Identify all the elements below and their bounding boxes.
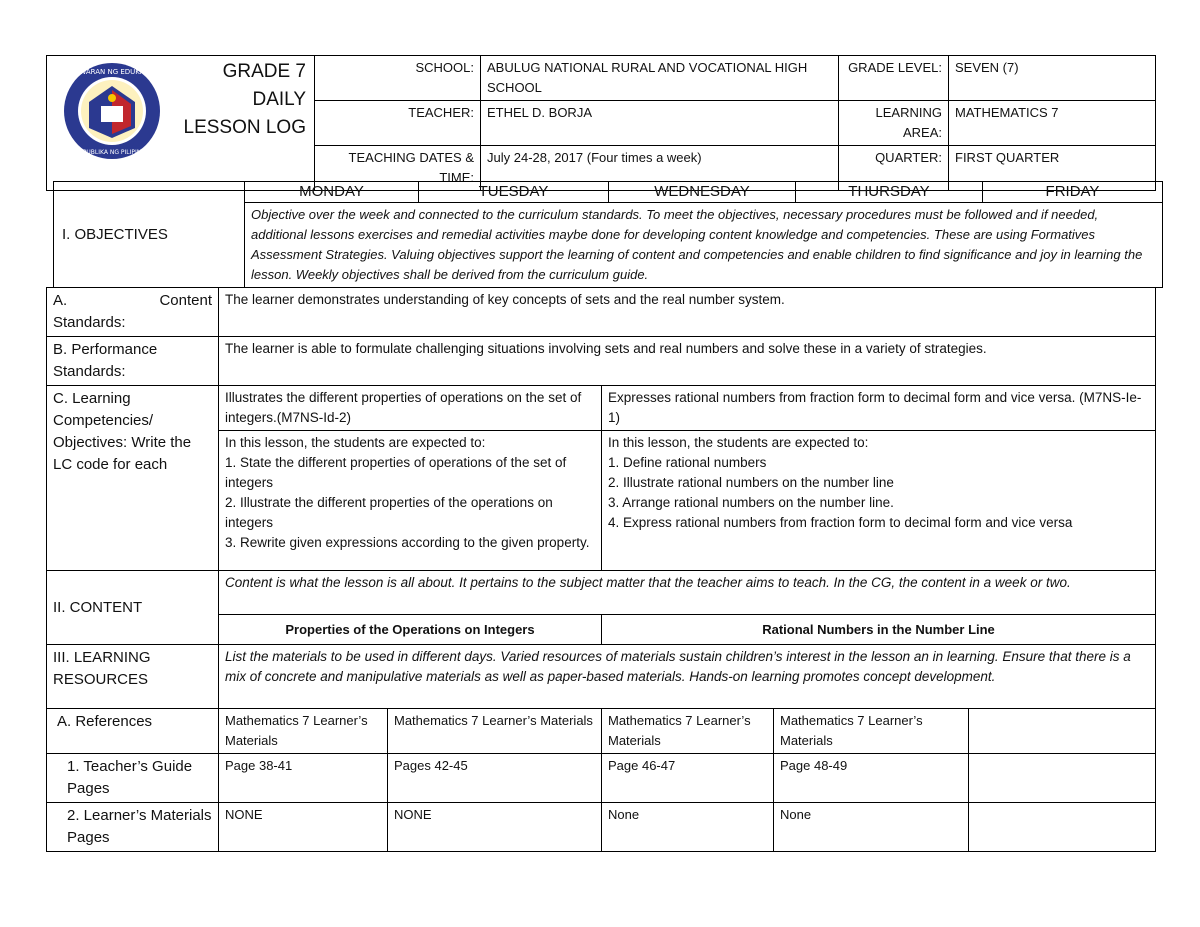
day-wednesday: WEDNESDAY: [609, 182, 796, 203]
day-friday: FRIDAY: [983, 182, 1163, 203]
teachers-guide-tuesday: Pages 42-45: [388, 754, 602, 803]
objectives-label-cell: [54, 182, 245, 288]
teachers-guide-label: 1. Teacher’s Guide Pages: [47, 754, 219, 803]
learning-area-label: LEARNING AREA:: [839, 101, 949, 146]
references-label: A. References: [47, 709, 219, 754]
content-left-topic: Properties of the Operations on Integers: [219, 615, 602, 645]
performance-standards-label-a: B. Performance: [53, 341, 158, 358]
title-cell: [47, 56, 315, 191]
right-intro: In this lesson, the students are expected to:: [608, 435, 869, 450]
header-table: [46, 55, 1156, 191]
school-label: SCHOOL:: [315, 56, 481, 101]
logo-bottom-text: REPUBLIKA NG PILIPINAS: [74, 149, 150, 156]
school-value: ABULUG NATIONAL RURAL AND VOCATIONAL HIGH SCHOOL: [481, 56, 839, 101]
references-monday: Mathematics 7 Learner’s Materials: [219, 709, 388, 754]
objectives-label: I. OBJECTIVES: [62, 225, 168, 243]
quarter-label: QUARTER:: [839, 146, 949, 191]
day-thursday: THURSDAY: [796, 182, 983, 203]
day-tuesday: TUESDAY: [419, 182, 609, 203]
grade-level-label: GRADE LEVEL:: [839, 56, 949, 101]
left-item-2: 2. Illustrate the different properties of the operations on integers: [225, 495, 553, 530]
references-friday: [969, 709, 1156, 754]
teachers-guide-thursday: Page 48-49: [774, 754, 969, 803]
references-wednesday: Mathematics 7 Learner’s Materials: [602, 709, 774, 754]
performance-standards-text: The learner is able to formulate challenging situations involving sets and real numbers and solve these in a variety of strategies.: [219, 337, 1156, 386]
content-standards-label-b: Content: [159, 292, 212, 309]
learners-materials-friday: [969, 803, 1156, 852]
title-line-1: GRADE 7: [222, 61, 306, 82]
objectives-table: [53, 181, 1163, 288]
content-standards-text: The learner demonstrates understanding of key concepts of sets and the real number system.: [219, 288, 1156, 337]
learners-materials-wednesday: None: [602, 803, 774, 852]
competency-left-objectives: [219, 431, 602, 571]
references-tuesday: Mathematics 7 Learner’s Materials: [388, 709, 602, 754]
left-item-3: 3. Rewrite given expressions according to the given property.: [225, 535, 590, 550]
quarter-value: FIRST QUARTER: [949, 146, 1156, 191]
logo-top-text: KAGAWARAN NG EDUKASYON: [60, 68, 164, 76]
learners-materials-tuesday: NONE: [388, 803, 602, 852]
right-item-1: 1. Define rational numbers: [608, 455, 767, 470]
performance-standards-label: [47, 337, 219, 386]
references-thursday: Mathematics 7 Learner’s Materials: [774, 709, 969, 754]
right-item-3: 3. Arrange rational numbers on the number line.: [608, 495, 894, 510]
left-intro: In this lesson, the students are expected to:: [225, 435, 486, 450]
learners-materials-monday: NONE: [219, 803, 388, 852]
left-item-1: 1. State the different properties of operations of the set of integers: [225, 455, 567, 490]
content-standards-label-c: Standards:: [53, 314, 126, 331]
learning-area-value: MATHEMATICS 7: [949, 101, 1156, 146]
grade-level-value: SEVEN (7): [949, 56, 1156, 101]
content-text: Content is what the lesson is all about. It pertains to the subject matter that the teacher aims to teach. In the CG, the content in a week or two.: [219, 571, 1156, 615]
teachers-guide-wednesday: Page 46-47: [602, 754, 774, 803]
learners-materials-thursday: None: [774, 803, 969, 852]
teachers-guide-friday: [969, 754, 1156, 803]
content-label: II. CONTENT: [47, 571, 219, 645]
competency-left-code: Illustrates the different properties of operations on the set of integers.(M7NS-Id-2): [219, 386, 602, 431]
learners-materials-label: 2. Learner’s Materials Pages: [47, 803, 219, 852]
resources-label: III. LEARNING RESOURCES: [47, 645, 219, 709]
content-right-topic: Rational Numbers in the Number Line: [602, 615, 1156, 645]
competency-right-objectives: [602, 431, 1156, 571]
teaching-dates-value: July 24-28, 2017 (Four times a week): [481, 146, 839, 191]
main-table: [46, 287, 1156, 852]
title-line-3: LESSON LOG: [183, 117, 306, 138]
resources-text: List the materials to be used in different days. Varied resources of materials sustain children’s interest in the lesson an in learning. Ensure that there is a mix of concrete and manipulative materials as well as paper-based materials. Hands-on learning promotes concept development.: [219, 645, 1156, 709]
competencies-label: C. Learning Competencies/ Objectives: Write the LC code for each: [47, 386, 219, 571]
teacher-value: ETHEL D. BORJA: [481, 101, 839, 146]
content-standards-label-a: A.: [53, 292, 68, 309]
teaching-dates-label: TEACHING DATES & TIME:: [315, 146, 481, 191]
title-line-2: DAILY: [252, 89, 306, 110]
deped-seal-icon: [53, 60, 171, 162]
right-item-4: 4. Express rational numbers from fraction form to decimal form and vice versa: [608, 515, 1073, 530]
content-standards-label: [47, 288, 219, 337]
day-monday: MONDAY: [245, 182, 419, 203]
competency-right-code: Expresses rational numbers from fraction form to decimal form and vice versa. (M7NS-Ie-1): [602, 386, 1156, 431]
teacher-label: TEACHER:: [315, 101, 481, 146]
performance-standards-label-b: Standards:: [53, 363, 126, 380]
right-item-2: 2. Illustrate rational numbers on the number line: [608, 475, 894, 490]
objectives-text: Objective over the week and connected to the curriculum standards. To meet the objectives, necessary procedures must be followed and if needed, additional lessons exercises and remedial activities maybe done for developing content knowledge and competencies. These are using Formatives Assessment Strategies. Valuing objectives support the learning of content and competencies and enable children to find significance and joy in learning the lesson. Weekly objectives shall be derived from the curriculum guide.: [245, 203, 1163, 288]
teachers-guide-monday: Page 38-41: [219, 754, 388, 803]
